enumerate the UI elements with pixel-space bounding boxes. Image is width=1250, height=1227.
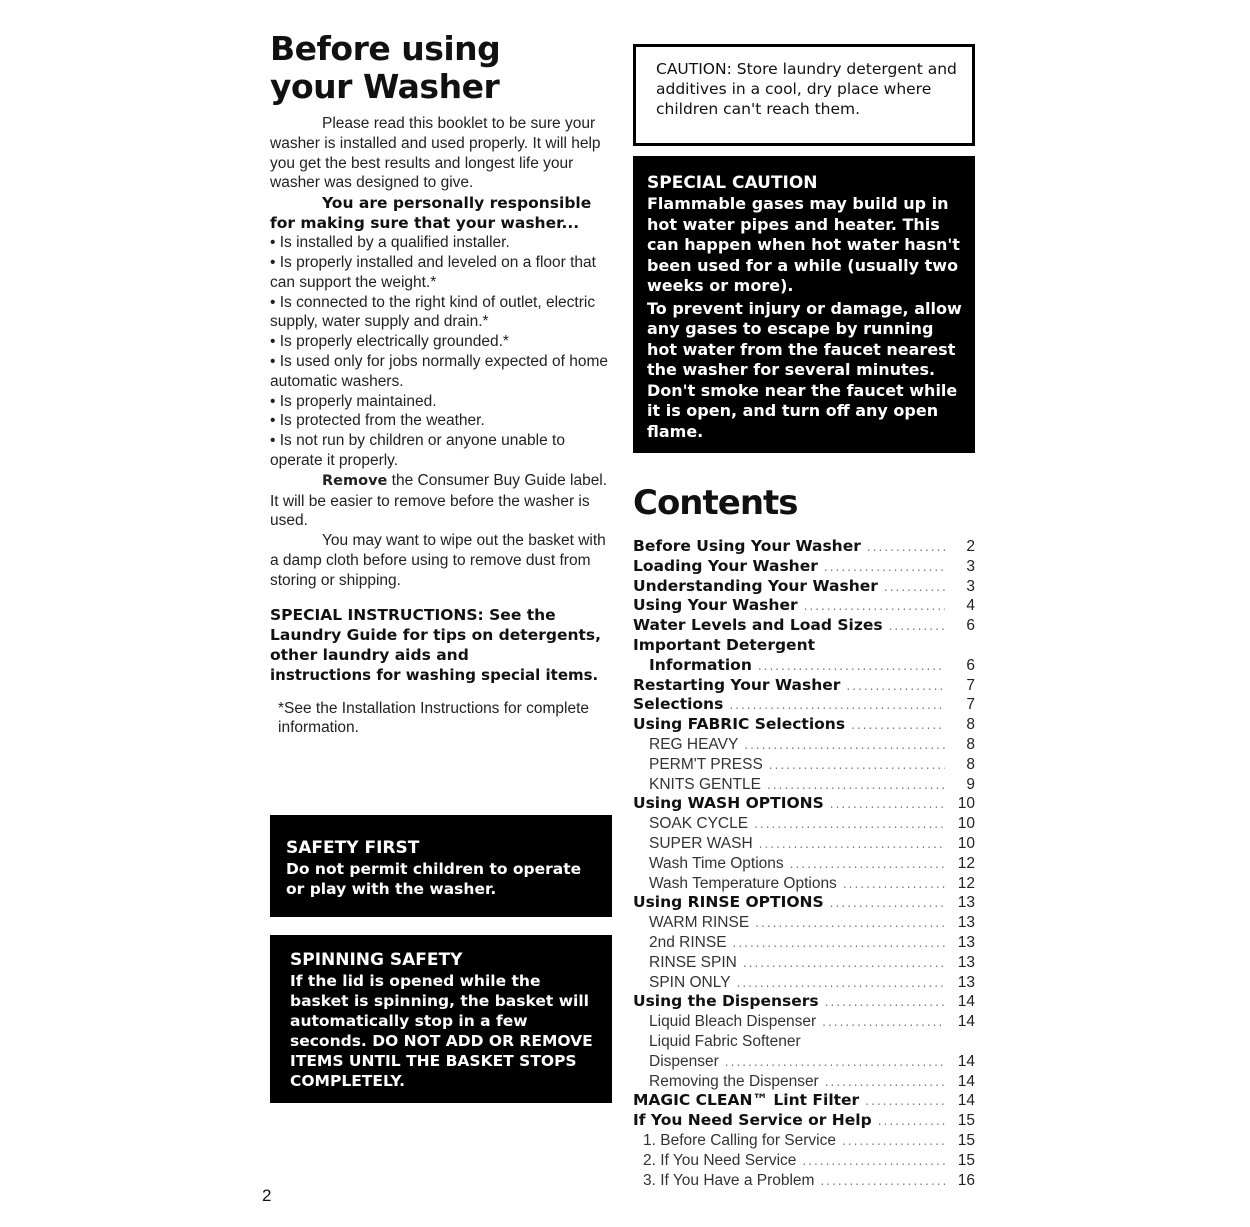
toc-entry-label: Liquid Fabric Softener [649,1032,801,1050]
toc-entry-label: SUPER WASH [649,834,753,852]
toc-leader-dots [822,1013,945,1033]
toc-entry-label: SPIN ONLY [649,973,731,991]
responsibility-item: • Is used only for jobs normally expected of home automatic washers. [270,352,608,390]
toc-entry [633,1151,975,1171]
toc-entry-page: 12 [957,874,975,892]
toc-leader-dots [804,597,945,617]
right-column [633,44,975,1190]
toc-entry [633,1012,975,1032]
toc-entry-label: Information [649,655,752,674]
wipe-paragraph: You may want to wipe out the basket with a damp cloth before using to remove dust from storing or shipping. [270,532,606,589]
toc-entry [633,537,975,557]
toc-entry-label: PERM'T PRESS [649,755,763,773]
toc-entry-label: Wash Temperature Options [649,874,837,892]
toc-entry-page: 13 [957,914,975,932]
toc-leader-dots [846,677,945,697]
toc-entry-page: 7 [966,696,975,714]
toc-entry-page: 7 [966,676,975,694]
toc-entry-page: 10 [957,815,975,833]
toc-leader-dots [737,974,945,994]
responsibility-item: • Is connected to the right kind of outlet, electric supply, water supply and drain.* [270,293,596,331]
toc-entry [633,1032,975,1052]
spinning-safety-emphasis: DO NOT ADD OR REMOVE ITEMS UNTIL THE BASKET STOPS COMPLETELY. [290,1032,593,1090]
toc-entry-label: Using Your Washer [633,596,798,615]
toc-entry [633,656,975,676]
special-caution-heading: SPECIAL CAUTION [647,173,818,193]
responsibility-item: • Is properly electrically grounded.* [270,333,509,351]
remove-text: the Consumer Buy Guide label. It will be easier to remove before the washer is used. [270,471,608,530]
toc-entry-label: Dispenser [649,1052,719,1070]
toc-leader-dots [843,875,945,895]
toc-entry [633,874,975,894]
toc-leader-dots [842,1132,945,1152]
toc-entry-page: 13 [957,953,975,971]
toc-entry [633,814,975,834]
toc-entry [633,913,975,933]
toc-entry-label: REG HEAVY [649,735,739,753]
page-title [270,30,612,106]
toc-entry [633,735,975,755]
special-instructions-2: instructions for washing special items. [270,665,599,684]
toc-entry-page: 14 [957,1092,975,1110]
toc-entry-page: 10 [957,795,975,813]
toc-entry [633,755,975,775]
toc-entry-label: SOAK CYCLE [649,815,749,833]
toc-leader-dots [830,894,945,914]
toc-entry-label: Water Levels and Load Sizes [633,616,883,635]
toc-entry-page: 13 [957,933,975,951]
toc-leader-dots [725,1053,945,1073]
toc-entry [633,953,975,973]
toc-leader-dots [884,578,945,598]
toc-entry [633,1171,975,1191]
toc-entry-page: 14 [957,1052,975,1070]
toc-entry-label: Loading Your Washer [633,556,818,575]
toc-entry-label: Liquid Bleach Dispenser [649,1013,817,1031]
toc-entry-label: 2. If You Need Service [643,1151,797,1169]
toc-leader-dots [802,1152,945,1172]
toc-entry [633,775,975,795]
spinning-safety-box [270,935,612,1103]
toc-leader-dots [825,1073,945,1093]
toc-entry-page: 3 [966,577,975,595]
toc-entry-page: 12 [957,854,975,872]
safety-first-body: Do not permit children to operate or play with the washer. [286,860,582,898]
special-caution-para-1: Flammable gases may build up in hot water pipes and heater. This can happen when hot water hasn't been used for a while (usually two weeks or more). [647,194,960,295]
caution-text: CAUTION: Store laundry detergent and additives in a cool, dry place where children can't reach them. [656,60,957,118]
toc-entry-label: MAGIC CLEAN™ Lint Filter [633,1091,860,1110]
responsibility-item: • Is installed by a qualified installer. [270,234,510,252]
toc-entry [633,973,975,993]
toc-entry-label: If You Need Service or Help [633,1111,872,1130]
toc-entry [633,715,975,735]
safety-first-heading: SAFETY FIRST [286,838,420,858]
toc-leader-dots [743,954,945,974]
toc-entry-label: 3. If You Have a Problem [643,1171,815,1189]
toc-entry [633,933,975,953]
toc-leader-dots [729,696,945,716]
toc-entry-page: 8 [966,716,975,734]
remove-label-paragraph [270,471,612,531]
title-line-2: your Washer [270,67,500,106]
toc-entry [633,794,975,814]
toc-entry-page: 9 [966,775,975,793]
toc-leader-dots [755,914,945,934]
toc-entry [633,1072,975,1092]
toc-entry [633,616,975,636]
toc-entry-page: 15 [957,1112,975,1130]
toc-entry [633,893,975,913]
toc-entry [633,577,975,597]
intro-paragraph: Please read this booklet to be sure your washer is installed and used properly. It will help you get the best results and longest life your washer was designed to give. [270,115,601,192]
toc-entry-page: 14 [957,1072,975,1090]
toc-entry-label: Removing the Dispenser [649,1072,819,1090]
toc-leader-dots [754,815,945,835]
toc-entry [633,636,975,656]
safety-first-box [270,815,612,917]
toc-leader-dots [744,736,945,756]
toc-entry-label: Using the Dispensers [633,992,819,1011]
toc-entry-page: 10 [957,834,975,852]
toc-entry-page: 15 [957,1131,975,1149]
responsibility-item: • Is properly maintained. [270,392,437,410]
toc-leader-dots [889,617,945,637]
special-instructions-1: SPECIAL INSTRUCTIONS: See the Laundry Guide for tips on detergents, other laundry aids and [270,605,602,664]
toc-entry-page: 14 [957,1013,975,1031]
table-of-contents [633,537,975,1190]
toc-entry [633,695,975,715]
toc-entry [633,1131,975,1151]
footnote: *See the Installation Instructions for complete information. [278,699,590,737]
toc-entry [633,557,975,577]
spinning-safety-body [290,971,598,1091]
toc-entry-page: 8 [966,755,975,773]
responsibility-list [270,233,612,471]
toc-entry-page: 3 [966,557,975,575]
toc-entry-label: Restarting Your Washer [633,675,841,694]
toc-entry [633,854,975,874]
toc-leader-dots [769,756,945,776]
toc-entry-page: 13 [957,973,975,991]
page-number: 2 [262,1186,272,1205]
toc-entry-label: KNITS GENTLE [649,775,761,793]
responsibility-item: • Is properly installed and leveled on a floor that can support the weight.* [270,253,596,291]
toc-entry-page: 6 [966,656,975,674]
toc-entry-page: 6 [966,617,975,635]
contents-heading: Contents [633,483,798,523]
toc-leader-dots [733,934,945,954]
toc-leader-dots [767,776,945,796]
toc-entry [633,1052,975,1072]
toc-leader-dots [824,558,945,578]
left-column [270,30,612,738]
toc-entry-label: Understanding Your Washer [633,576,878,595]
toc-entry-label: WARM RINSE [649,914,750,932]
toc-entry-label: Important Detergent [633,635,816,654]
toc-entry-label: 1. Before Calling for Service [643,1131,836,1149]
toc-entry [633,1111,975,1131]
toc-entry-page: 14 [957,993,975,1011]
toc-entry-label: Using RINSE OPTIONS [633,893,824,912]
toc-entry-label: RINSE SPIN [649,953,737,971]
special-caution-para-2: To prevent injury or damage, allow any gases to escape by running hot water from the faucet nearest the washer for several minutes. Don't smoke near the faucet while it is open, and turn off any open flame. [647,298,962,441]
toc-leader-dots [878,1112,945,1132]
toc-leader-dots [820,1172,945,1192]
toc-leader-dots [851,716,945,736]
toc-entry [633,596,975,616]
toc-entry-label: Using FABRIC Selections [633,715,846,734]
toc-entry-label: Before Using Your Washer [633,537,861,555]
toc-leader-dots [830,795,945,815]
toc-entry [633,1091,975,1111]
toc-entry-label: 2nd RINSE [649,933,727,951]
toc-leader-dots [867,538,945,558]
toc-entry-page: 13 [957,894,975,912]
title-line-1: Before using [270,29,501,68]
toc-entry-page: 4 [966,597,975,615]
toc-entry-label: Selections [633,695,724,714]
toc-entry [633,834,975,854]
responsibility-heading: You are personally responsible for making sure that your washer... [270,194,592,233]
toc-entry-page: 8 [966,735,975,753]
toc-leader-dots [790,855,945,875]
toc-leader-dots [759,835,945,855]
responsibility-item: • Is protected from the weather. [270,412,485,430]
toc-entry [633,992,975,1012]
toc-leader-dots [865,1092,945,1112]
special-caution-box [633,156,975,453]
toc-entry-page: 15 [957,1151,975,1169]
toc-leader-dots [825,993,945,1013]
spinning-safety-text: If the lid is opened while the basket is spinning, the basket will automatically stop in a few seconds. [290,972,589,1050]
caution-box [633,44,975,146]
remove-bold: Remove [322,472,388,489]
toc-entry [633,676,975,696]
toc-entry-label: Using WASH OPTIONS [633,794,824,813]
toc-entry-page: 2 [966,538,975,555]
toc-leader-dots [758,657,945,677]
toc-entry-page: 16 [957,1171,975,1189]
toc-entry-label: Wash Time Options [649,854,784,872]
responsibility-item: • Is not run by children or anyone unable to operate it properly. [270,432,565,469]
spinning-safety-heading: SPINNING SAFETY [290,950,463,970]
